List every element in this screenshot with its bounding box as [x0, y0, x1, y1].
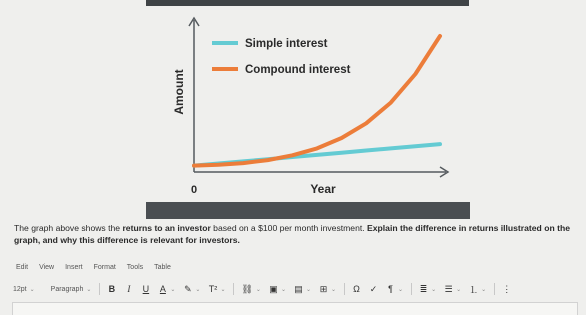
chevron-down-icon: ⌄ — [29, 286, 35, 293]
numbered-list-icon: ⒈ — [469, 284, 479, 295]
y-axis-label: Amount — [172, 69, 186, 115]
media-button[interactable] — [294, 284, 311, 295]
bullet-list-button[interactable] — [444, 284, 461, 295]
italic-button[interactable] — [124, 284, 133, 294]
bold-icon: B — [108, 284, 116, 294]
numbered-list-button[interactable] — [469, 283, 486, 296]
chevron-down-icon: ⌄ — [86, 286, 92, 293]
embed-icon: ⊞ — [319, 283, 328, 294]
italic-icon: I — [127, 284, 131, 294]
embed-button[interactable] — [319, 284, 336, 295]
superscript-icon: T² — [208, 284, 218, 294]
legend-swatch-simple — [212, 41, 238, 45]
question-bold2: Explain the difference in returns illustrated on the graph, and why this difference is relevant for investors. — [14, 223, 570, 245]
toolbar-divider — [411, 283, 412, 295]
symbols-button[interactable] — [352, 284, 361, 294]
question-part1: The graph above shows the — [14, 223, 123, 233]
link-icon: ⛓ — [241, 283, 253, 294]
chevron-down-icon: ⌄ — [170, 286, 176, 293]
font-size-select[interactable] — [13, 286, 35, 293]
legend-label-simple: Simple interest — [245, 38, 328, 50]
text-color-icon: A — [159, 284, 166, 294]
editor-menubar — [16, 264, 171, 274]
accessibility-button[interactable] — [369, 284, 378, 295]
underline-icon: U — [142, 284, 150, 294]
paragraph-icon: ¶ — [388, 284, 393, 294]
menu-format[interactable]: Format — [93, 264, 116, 271]
chart-legend — [212, 38, 351, 76]
menu-tools[interactable]: Tools — [126, 264, 144, 271]
bullet-list-icon: ☰ — [444, 283, 453, 294]
chart-series — [194, 36, 440, 166]
answer-editor[interactable] — [12, 302, 578, 315]
editor-toolbar — [13, 280, 578, 298]
chevron-down-icon: ⌄ — [331, 286, 337, 293]
highlight-icon: ✎ — [184, 283, 192, 294]
underline-button[interactable] — [141, 284, 150, 294]
align-icon: ≣ — [419, 283, 428, 294]
question-text — [14, 223, 584, 246]
origin-label: 0 — [190, 184, 198, 196]
accessibility-icon: ✓ — [369, 283, 378, 294]
menu-insert[interactable]: Insert — [65, 264, 83, 271]
chevron-down-icon: ⌄ — [280, 286, 286, 293]
symbols-icon: Ω — [353, 284, 360, 294]
menu-view[interactable]: View — [39, 264, 55, 271]
legend-label-compound: Compound interest — [245, 64, 351, 76]
text-color-button[interactable] — [158, 284, 175, 294]
align-button[interactable] — [419, 284, 436, 295]
chevron-down-icon: ⌄ — [481, 286, 487, 293]
highlight-button[interactable] — [183, 284, 200, 295]
bold-button[interactable] — [107, 284, 116, 294]
chart-caption-bar — [146, 202, 470, 219]
image-icon: ▣ — [269, 283, 278, 294]
formatting-button[interactable] — [386, 284, 403, 294]
legend-swatch-compound — [212, 67, 238, 71]
chevron-down-icon: ⌄ — [255, 286, 261, 293]
toolbar-divider — [233, 283, 234, 295]
block-format-select[interactable] — [51, 286, 92, 293]
more-button[interactable] — [502, 284, 511, 295]
toolbar-divider — [494, 283, 495, 295]
chevron-down-icon: ⌄ — [431, 286, 437, 293]
question-part2: based on a $100 per month investment. — [210, 223, 368, 233]
x-axis-label: Year — [310, 182, 336, 196]
more-icon: ⋮ — [502, 283, 512, 294]
chevron-down-icon: ⌄ — [195, 286, 201, 293]
toolbar-divider — [99, 283, 100, 295]
chevron-down-icon: ⌄ — [456, 286, 462, 293]
question-bold1: returns to an investor — [122, 223, 211, 233]
media-icon: ▤ — [294, 283, 303, 294]
link-button[interactable] — [241, 284, 260, 295]
block-format-value: Paragraph — [50, 285, 84, 293]
menu-edit[interactable]: Edit — [16, 264, 29, 271]
chevron-down-icon: ⌄ — [398, 286, 404, 293]
toolbar-divider — [344, 283, 345, 295]
chevron-down-icon: ⌄ — [305, 286, 312, 293]
chevron-down-icon: ⌄ — [220, 286, 226, 293]
image-button[interactable] — [269, 284, 286, 295]
superscript-button[interactable] — [208, 284, 225, 294]
font-size-value: 12pt — [13, 285, 27, 293]
menu-table[interactable]: Table — [154, 264, 171, 271]
